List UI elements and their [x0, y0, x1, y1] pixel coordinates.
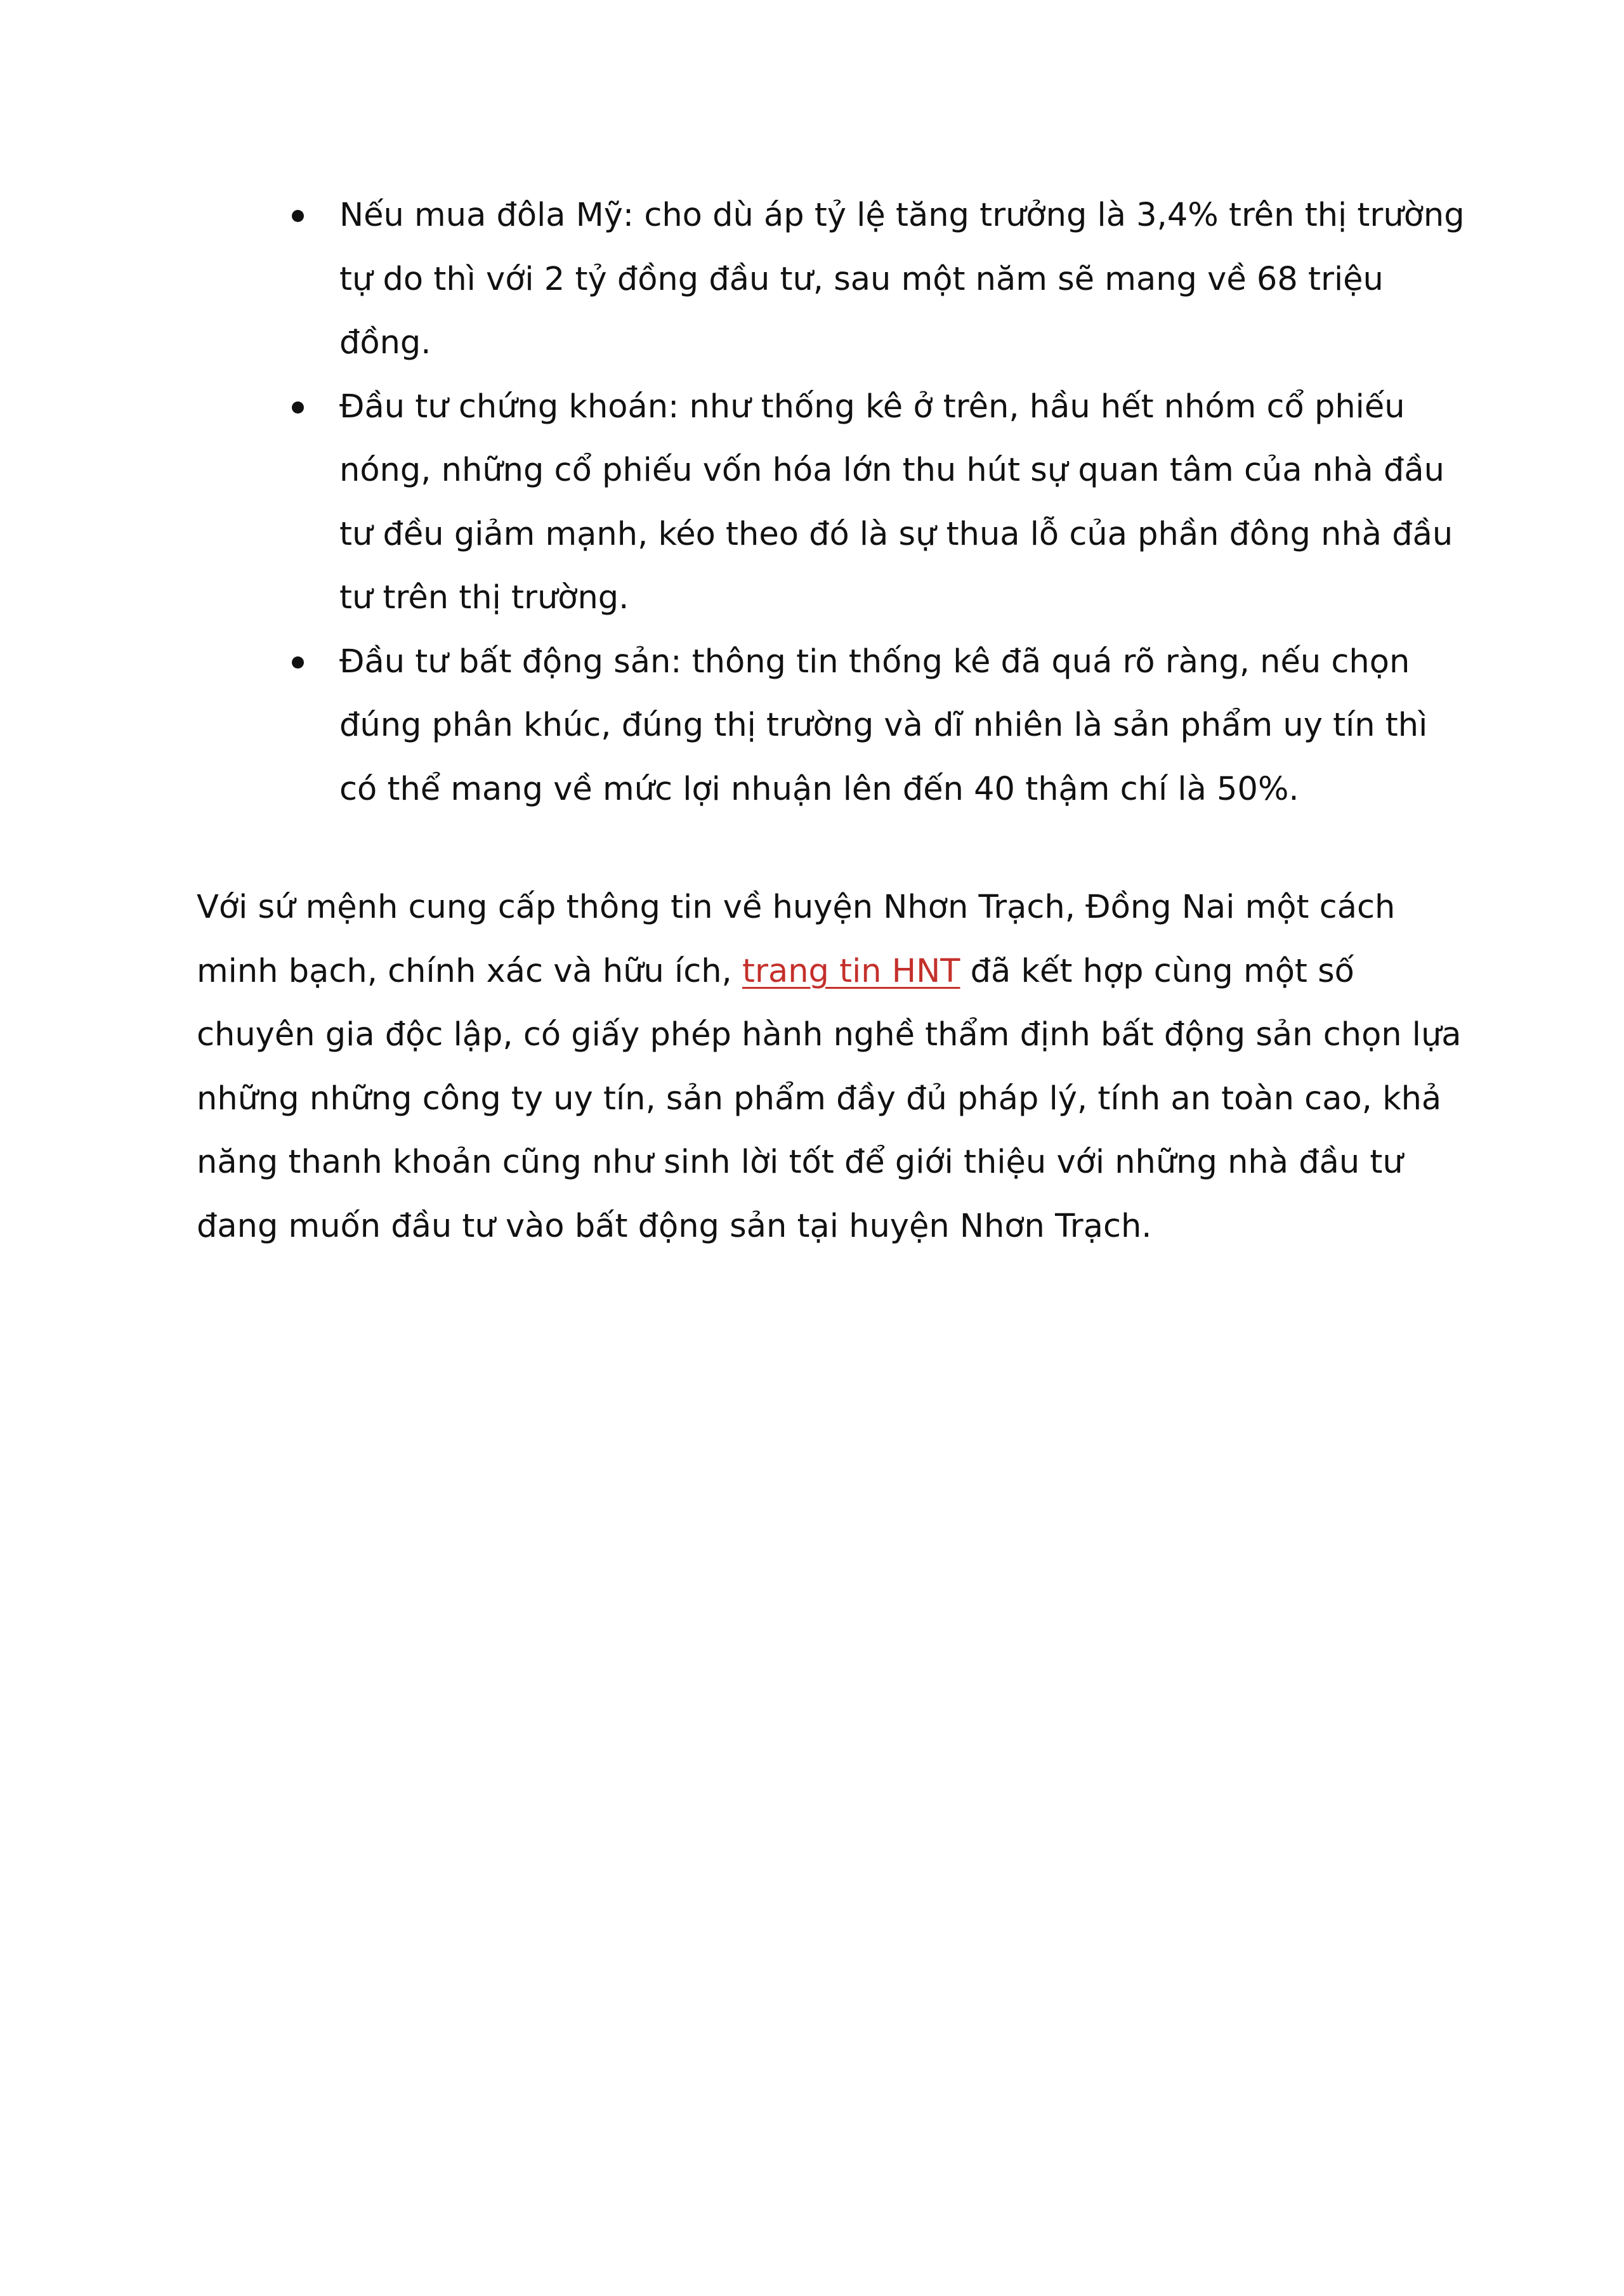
list-item [197, 375, 1465, 630]
list-item [197, 184, 1465, 375]
paragraph-text-before-link: Với sứ mệnh cung cấp thông tin về huyện Nhơn Trạch, Đồng Nai một cách minh bạch, chính xác và hữu ích, [197, 889, 1396, 990]
list-item-text: Đầu tư bất động sản: thông tin thống kê đã quá rõ ràng, nếu chọn đúng phân khúc, đúng thị trường và dĩ nhiên là sản phẩm uy tín thì có thể mang về mức lợi nhuận lên đến 40 thậm chí là 50%. [339, 642, 1428, 808]
body-paragraph [197, 876, 1465, 1258]
list-item [197, 630, 1465, 822]
paragraph-text-after-link: đã kết hợp cùng một số chuyên gia độc lập, có giấy phép hành nghề thẩm định bất động sản chọn lựa những những công ty uy tín, sản phẩm đầy đủ pháp lý, tính an toàn cao, khả năng thanh khoản cũng như sinh lời tốt để giới thiệu với những nhà đầu tư đang muốn đầu tư vào bất động sản tại huyện Nhơn Trạch. [197, 952, 1462, 1245]
list-item-text: Nếu mua đôla Mỹ: cho dù áp tỷ lệ tăng trưởng là 3,4% trên thị trường tự do thì với 2 tỷ đồng đầu tư, sau một năm sẽ mang về 68 triệu đồng. [339, 197, 1465, 362]
bullet-icon [292, 401, 304, 414]
list-item-text: Đầu tư chứng khoán: như thống kê ở trên, hầu hết nhóm cổ phiếu nóng, những cổ phiếu vốn hóa lớn thu hút sự quan tâm của nhà đầu tư đều giảm mạnh, kéo theo đó là sự thua lỗ của phần đông nhà đầu tư trên thị trường. [339, 388, 1453, 616]
bullet-list [197, 184, 1465, 821]
hnt-link[interactable]: trang tin HNT [742, 952, 960, 990]
bullet-icon [292, 210, 304, 222]
bullet-icon [292, 656, 304, 669]
